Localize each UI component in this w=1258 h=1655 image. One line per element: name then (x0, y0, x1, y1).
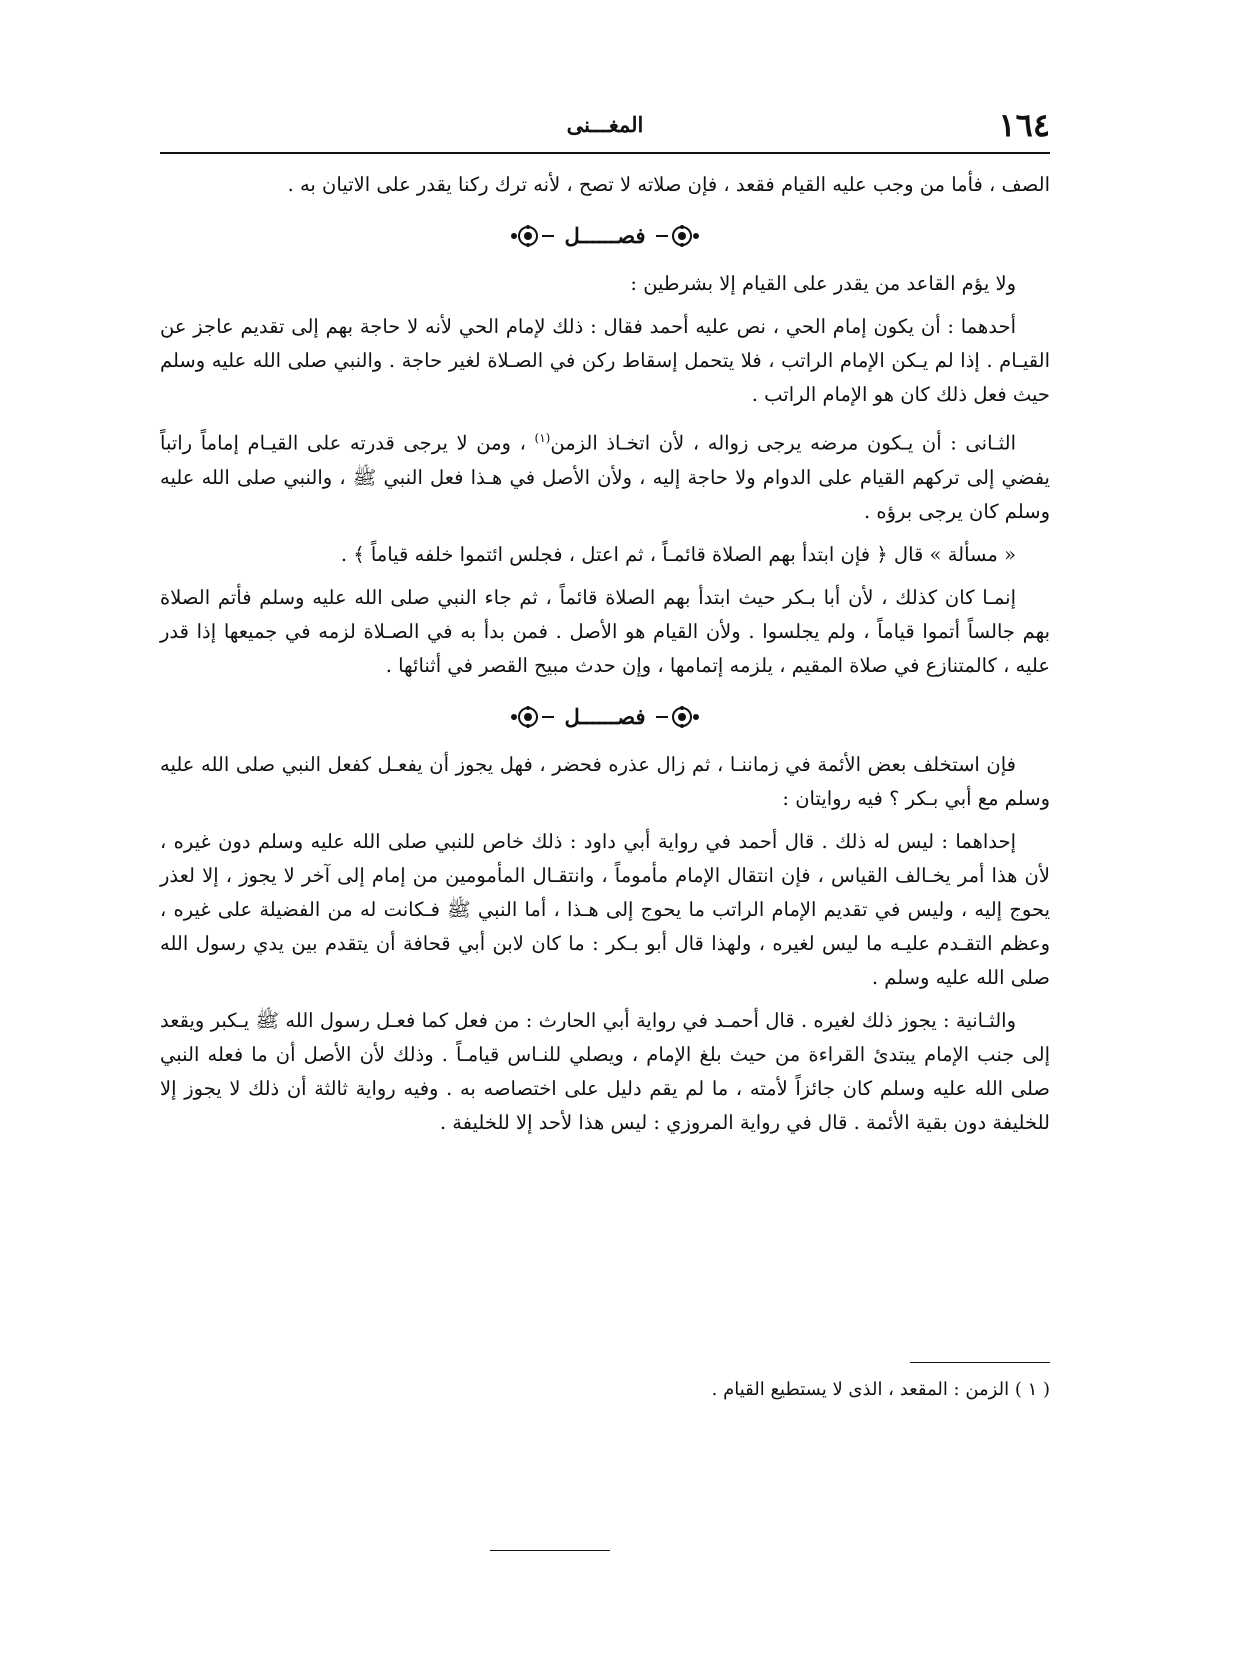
paragraph: ولا يؤم القاعد من يقدر على القيام إلا بشرطين : (630, 272, 1016, 295)
paragraph: الصف ، فأما من وجب عليه القيام فقعد ، فإن صلاته لا تصح ، لأنه ترك ركنا يقدر على الاتيان به . (287, 173, 1050, 196)
section-heading (160, 211, 1050, 261)
paragraph: فإن استخلف بعض الأئمة في زماننـا ، ثم زال عذره فحضر ، فهل يجوز أن يفعـل كفعل النبي صلى الله عليه وسلم مع أبي بـكر ؟ فيه روايتان : (160, 752, 1050, 810)
page-number: ١٦٤ (998, 106, 1050, 144)
paragraph-text: الثـانى : أن يـكون مرضه يرجى زواله ، لأن اتخـاذ الزمن (550, 431, 1016, 455)
page-header (160, 100, 1050, 154)
section-heading-text: فصــــــل (564, 223, 646, 248)
paragraph: إنمـا كان كذلك ، لأن أبا بـكر حيث ابتدأ بهم الصلاة قائماً ، ثم جاء النبي صلى الله عليه وسلم فأتم الصلاة بهم جالساً أتموا قياماً ، ولم يجلسوا . ولأن القيام هو الأصل . فمن بدأ به في الصـلاة لزمه في جميعها إذا قدر عليه ، كالمتنازع في صلاة المقيم ، يلزمه إتمامها ، وإن حدث مبيح القصر في أثنائها . (160, 585, 1050, 677)
ornament-left-icon (508, 225, 554, 247)
paragraph-text: ، ومن لا يرجى قدرته على القيـام إماماً راتباً يفضي إلى تركهم القيام على الدوام ولا حاجة إليه ، ولأن الأصل في هـذا فعل النبي ﷺ ، والنبي صلى الله عليه وسلم كان يرجى برؤه . (160, 431, 1050, 523)
book-page (160, 100, 1050, 1640)
section-heading (160, 692, 1050, 742)
paragraph: « مسألة » قال ﴿ فإن ابتدأ بهم الصلاة قائمـاً ، ثم اعتل ، فجلس ائتموا خلفه قياماً ﴾ . (340, 542, 1016, 566)
running-title: المغـــنى (566, 112, 644, 137)
paragraph: والثـانية : يجوز ذلك لغيره . قال أحمـد في رواية أبي الحارث : من فعل كما فعـل رسول الله ﷺ يـكبر ويقعد إلى جنب الإمام يبتدئ القراءة من حيث بلغ الإمام ، ويصلي للنـاس قيامـاً . وذلك لأن الأصل أن ما فعله النبي صلى الله عليه وسلم كان جائزاً لأمته ، ما لم يقم دليل على اختصاصه به . وفيه رواية ثالثة أن ذلك لا يجوز إلا للخليفة دون بقية الأئمة . قال في رواية المروزي : ليس هذا لأحد إلا للخليفة . (160, 1008, 1050, 1134)
paragraph: إحداهما : ليس له ذلك . قال أحمد في رواية أبي داود : ذلك خاص للنبي صلى الله عليه وسلم دون غيره ، لأن هذا أمر يخـالف القياس ، فإن انتقال الإمام مأموماً ، وانتقـال المأمومين من إمام إلى آخر لا يجوز ، إلا لعذر يحوج إليه ، وليس في تقديم الإمام الراتب ما يحوج إلى هـذا ، أما النبي ﷺ فـكانت له من الفضيلة على غيره ، وعظم التقـدم عليـه ما ليس لغيره ، ولهذا قال أبو بـكر : ما كان لابن أبي قحافة أن يتقدم بين يدي رسول الله صلى الله عليه وسلم . (160, 829, 1050, 989)
page-bottom-rule (490, 1550, 610, 1551)
page-body (160, 154, 1050, 1140)
footnote: ( ١ ) الزمن : المقعد ، الذى لا يستطيع القيام . (711, 1379, 1050, 1400)
ornament-right-icon (656, 706, 702, 728)
section-heading-text: فصــــــل (564, 703, 646, 729)
paragraph: أحدهما : أن يكون إمام الحي ، نص عليه أحمد فقال : ذلك لإمام الحي لأنه لا حاجة بهم إلى تقديم عاجز عن القيـام . إذا لم يـكن الإمام الراتب ، فلا يتحمل إسقاط ركن في الصـلاة لغير حاجة . والنبي صلى الله عليه وسلم حيث فعل ذلك كان هو الإمام الراتب . (160, 315, 1050, 406)
footnote-marker: (١) (534, 431, 551, 445)
footnote-divider (910, 1362, 1050, 1363)
paragraph (160, 421, 1050, 529)
ornament-left-icon (508, 706, 554, 728)
ornament-right-icon (656, 225, 702, 247)
